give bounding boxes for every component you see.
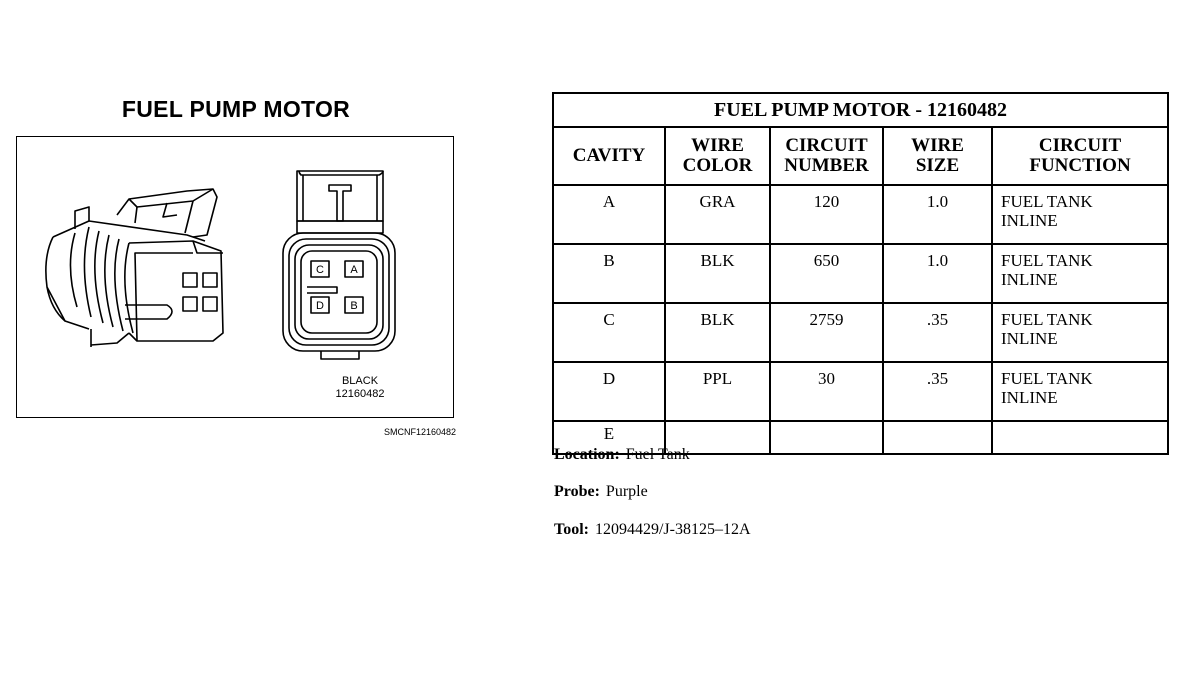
circuit-function-cell: FUEL TANK INLINE	[992, 244, 1168, 303]
table-row	[553, 362, 1168, 421]
table-title: FUEL PUMP MOTOR - 12160482	[553, 93, 1168, 127]
circuit-number-cell: 650	[770, 244, 883, 303]
cavity-label-b: B	[350, 300, 358, 312]
wire-size-cell: 1.0	[883, 244, 992, 303]
pinout-table-wrapper	[552, 92, 1169, 455]
location-label: Location:	[554, 446, 620, 463]
circuit-function-cell	[992, 421, 1168, 454]
table-row	[553, 303, 1168, 362]
cavity-cell: B	[553, 244, 665, 303]
circuit-number-cell	[770, 421, 883, 454]
wire-size-cell: .35	[883, 303, 992, 362]
tool-info	[554, 521, 751, 539]
connector-color-label: BLACK	[341, 375, 379, 387]
circuit-function-cell: FUEL TANK INLINE	[992, 185, 1168, 244]
header-circuit-function: CIRCUIT FUNCTION	[992, 127, 1168, 185]
tool-label: Tool:	[554, 521, 589, 538]
cavity-label-d: D	[316, 300, 324, 312]
pinout-table	[552, 92, 1169, 455]
wire-color-cell: PPL	[665, 362, 770, 421]
diagram-title: FUEL PUMP MOTOR	[121, 96, 351, 122]
cavity-label-a: A	[350, 264, 358, 276]
table-row	[553, 185, 1168, 244]
connector-diagram	[16, 136, 454, 418]
connector-part-label: 12160482	[335, 388, 385, 400]
circuit-number-cell: 120	[770, 185, 883, 244]
tool-value: 12094429/J-38125–12A	[594, 521, 751, 538]
connector-face-view	[283, 171, 395, 359]
wire-color-cell: BLK	[665, 303, 770, 362]
wire-size-cell: .35	[883, 362, 992, 421]
header-wire-size: WIRE SIZE	[883, 127, 992, 185]
table-row	[553, 244, 1168, 303]
probe-label: Probe:	[554, 483, 600, 500]
header-cavity: CAVITY	[553, 127, 665, 185]
location-value: Fuel Tank	[625, 446, 690, 463]
circuit-number-cell: 2759	[770, 303, 883, 362]
wire-color-cell: GRA	[665, 185, 770, 244]
cavity-label-c: C	[316, 264, 324, 276]
wire-size-cell	[883, 421, 992, 454]
circuit-function-cell: FUEL TANK INLINE	[992, 303, 1168, 362]
location-info	[554, 446, 690, 464]
cavity-cell: C	[553, 303, 665, 362]
circuit-function-cell: FUEL TANK INLINE	[992, 362, 1168, 421]
header-wire-color: WIRE COLOR	[665, 127, 770, 185]
probe-info	[554, 483, 648, 501]
cavity-cell: D	[553, 362, 665, 421]
probe-value: Purple	[605, 483, 648, 500]
header-circuit-number: CIRCUIT NUMBER	[770, 127, 883, 185]
wire-color-cell: BLK	[665, 244, 770, 303]
cavity-cell: A	[553, 185, 665, 244]
connector-3d-view	[46, 189, 223, 347]
wire-size-cell: 1.0	[883, 185, 992, 244]
cavity-cell: E	[553, 421, 665, 454]
circuit-number-cell: 30	[770, 362, 883, 421]
diagram-reference-code: SMCNF12160482	[383, 427, 456, 437]
